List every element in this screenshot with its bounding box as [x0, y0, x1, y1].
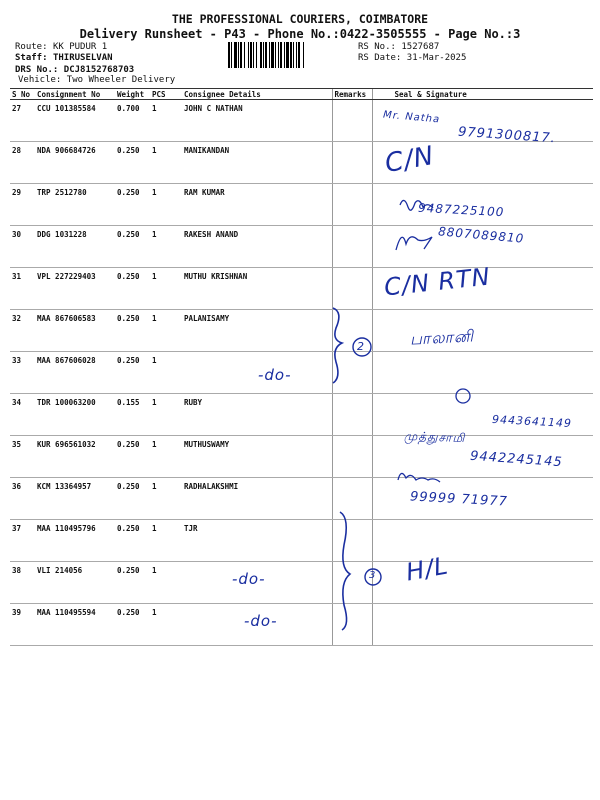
cell-pcs: 1	[150, 520, 182, 562]
r36-phone: 99999 71977	[409, 489, 509, 510]
vehicle-label: Vehicle:	[18, 75, 62, 85]
cell-consignment: KUR 696561032	[35, 436, 115, 478]
cell-consignee: MUTHU KRISHNAN	[182, 268, 332, 310]
cell-consignee: PALANISAMY	[182, 310, 332, 352]
brace-count-3: 3	[369, 570, 377, 581]
cell-weight: 0.250	[115, 184, 150, 226]
cell-weight: 0.250	[115, 478, 150, 520]
cell-weight: 0.250	[115, 268, 150, 310]
cell-weight: 0.250	[115, 352, 150, 394]
rs-date-value: 31-Mar-2025	[406, 53, 467, 63]
r30-phone: 8807089810	[437, 224, 525, 246]
cell-pcs: 1	[150, 352, 182, 394]
cell-weight: 0.250	[115, 436, 150, 478]
r29-phone: 9487225100	[417, 200, 505, 220]
cell-consignment: KCM 13364957	[35, 478, 115, 520]
cell-consignee: JOHN C NATHAN	[182, 100, 332, 142]
circle-mark-34	[456, 389, 470, 403]
col-remarks: Remarks	[332, 89, 372, 100]
cell-consignment: NDA 906684726	[35, 142, 115, 184]
brace-count-2: 2	[357, 340, 365, 353]
cell-sno: 27	[10, 100, 35, 142]
r35-phone: 9442245145	[469, 448, 564, 471]
cell-pcs: 1	[150, 394, 182, 436]
cell-pcs: 1	[150, 478, 182, 520]
cell-sno: 34	[10, 394, 35, 436]
cell-consignment: MAA 110495796	[35, 520, 115, 562]
cell-consignee: RUBY	[182, 394, 332, 436]
cell-weight: 0.250	[115, 604, 150, 646]
cell-consignee: TJR	[182, 520, 332, 562]
cell-consignment: CCU 101385584	[35, 100, 115, 142]
route-label: Route:	[15, 42, 48, 52]
ditto-row-38: -do-	[232, 570, 266, 588]
cell-sno: 35	[10, 436, 35, 478]
rs-date-label: RS Date:	[358, 53, 402, 63]
cell-pcs: 1	[150, 604, 182, 646]
cell-consignment: MAA 867606028	[35, 352, 115, 394]
cell-pcs: 1	[150, 268, 182, 310]
cell-pcs: 1	[150, 100, 182, 142]
company-title: THE PROFESSIONAL COURIERS, COIMBATORE	[171, 12, 429, 26]
cell-sno: 36	[10, 478, 35, 520]
runsheet-subtitle: Delivery Runsheet - P43 - Phone No.:0422-3505555 - Page No.:3	[79, 27, 521, 41]
cell-consignee: MUTHUSWAMY	[182, 436, 332, 478]
cell-pcs: 1	[150, 562, 182, 604]
cell-consignment: MAA 867606583	[35, 310, 115, 352]
rs-no-value: 1527687	[401, 42, 440, 52]
cell-sno: 33	[10, 352, 35, 394]
cell-sno: 32	[10, 310, 35, 352]
cell-weight: 0.250	[115, 310, 150, 352]
cell-consignee: RAKESH ANAND	[182, 226, 332, 268]
r27-name: Mr. Natha	[382, 109, 441, 126]
r34-phone: 9443641149	[491, 412, 573, 431]
col-consignment: Consignment No	[35, 89, 115, 100]
r28-cn: C/N	[382, 140, 437, 180]
cell-sno: 31	[10, 268, 35, 310]
col-weight: Weight	[115, 89, 150, 100]
cell-consignment: TRP 2512780	[35, 184, 115, 226]
staff-label: Staff:	[15, 53, 48, 63]
cell-consignment: VPL 227229403	[35, 268, 115, 310]
r31-cn-rtn: C/N RTN	[382, 262, 492, 302]
cell-consignment: MAA 110495594	[35, 604, 115, 646]
r35-signature: முத்துசாமி	[403, 428, 466, 446]
rs-no-label: RS No.:	[358, 42, 396, 52]
brace-rows-32-33	[333, 308, 342, 383]
cell-weight: 0.155	[115, 394, 150, 436]
ditto-row-33: -do-	[258, 366, 292, 384]
drs-value: DCJ8152768703	[63, 65, 135, 75]
cell-weight: 0.250	[115, 562, 150, 604]
vehicle-value: Two Wheeler Delivery	[66, 75, 176, 85]
cell-sno: 30	[10, 226, 35, 268]
cell-sno: 39	[10, 604, 35, 646]
cell-consignment: DDG 1031228	[35, 226, 115, 268]
r32-signature: பாலானி	[409, 326, 475, 349]
cell-consignee: MANIKANDAN	[182, 142, 332, 184]
drs-label: DRS No.:	[15, 65, 59, 75]
cell-pcs: 1	[150, 142, 182, 184]
signature-scribble-36	[398, 473, 440, 482]
cell-pcs: 1	[150, 226, 182, 268]
cell-pcs: 1	[150, 310, 182, 352]
cell-sno: 37	[10, 520, 35, 562]
brace-rows-37-39	[340, 512, 350, 630]
staff-value: THIRUSELVAN	[52, 53, 113, 63]
col-pcs: PCS	[150, 89, 182, 100]
cell-consignee: RADHALAKSHMI	[182, 478, 332, 520]
route-value: KK PUDUR 1	[52, 42, 108, 52]
cell-pcs: 1	[150, 436, 182, 478]
r27-phone: 9791300817.	[457, 124, 557, 147]
cell-weight: 0.700	[115, 100, 150, 142]
col-consignee: Consignee Details	[182, 89, 332, 100]
cell-consignment: VLI 214056	[35, 562, 115, 604]
cell-pcs: 1	[150, 184, 182, 226]
cell-weight: 0.250	[115, 520, 150, 562]
cell-sno: 28	[10, 142, 35, 184]
col-sno: S No	[10, 89, 35, 100]
ditto-row-39: -do-	[244, 612, 278, 630]
cell-consignee: RAM KUMAR	[182, 184, 332, 226]
signature-scribble-30	[396, 237, 432, 250]
r37-39-signature: H/L	[403, 551, 451, 587]
cell-weight: 0.250	[115, 226, 150, 268]
cell-sno: 38	[10, 562, 35, 604]
col-seal-signature: Seal & Signature	[372, 89, 593, 100]
cell-weight: 0.250	[115, 142, 150, 184]
cell-sno: 29	[10, 184, 35, 226]
cell-consignment: TDR 100063200	[35, 394, 115, 436]
